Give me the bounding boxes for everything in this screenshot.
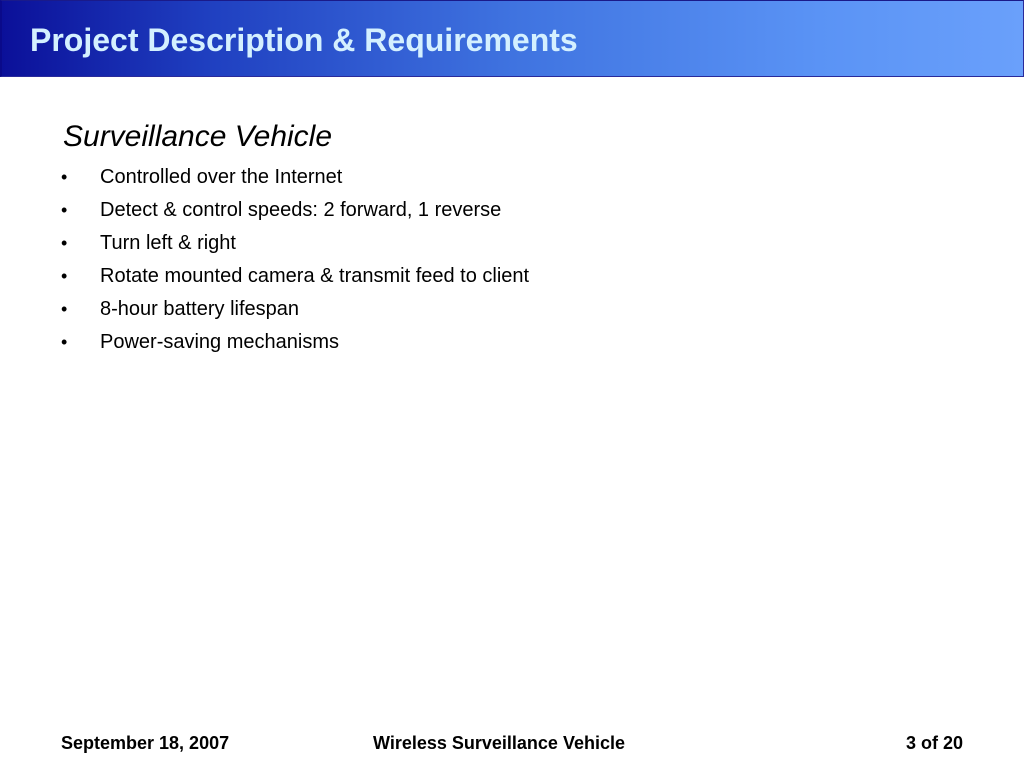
bullet-text: Power-saving mechanisms [100,331,339,353]
bullet-text: Turn left & right [100,232,236,254]
bullet-icon: • [61,299,68,319]
bullet-icon: • [61,200,68,220]
list-item [0,162,1024,195]
bullet-text: Rotate mounted camera & transmit feed to client [100,265,530,287]
list-item [0,261,1024,294]
list-item [0,228,1024,261]
page-title: Project Description & Requirements [30,22,578,58]
footer-date: September 18, 2007 [61,733,230,753]
footer [0,730,1024,756]
list-item [0,327,1024,360]
bullet-list [0,162,1024,360]
bullet-icon: • [61,233,68,253]
bullet-icon: • [61,332,68,352]
bullet-text: 8-hour battery lifespan [100,298,300,320]
page-number: 3 of 20 [905,733,963,753]
list-item [0,195,1024,228]
footer-presentation-title: Wireless Surveillance Vehicle [373,733,625,753]
list-item [0,294,1024,327]
bullet-icon: • [61,167,68,187]
section-subtitle: Surveillance Vehicle [63,120,333,153]
title-bar [0,0,1024,77]
bullet-icon: • [61,266,68,286]
bullet-text: Controlled over the Internet [100,166,343,188]
bullet-text: Detect & control speeds: 2 forward, 1 reverse [100,199,502,221]
